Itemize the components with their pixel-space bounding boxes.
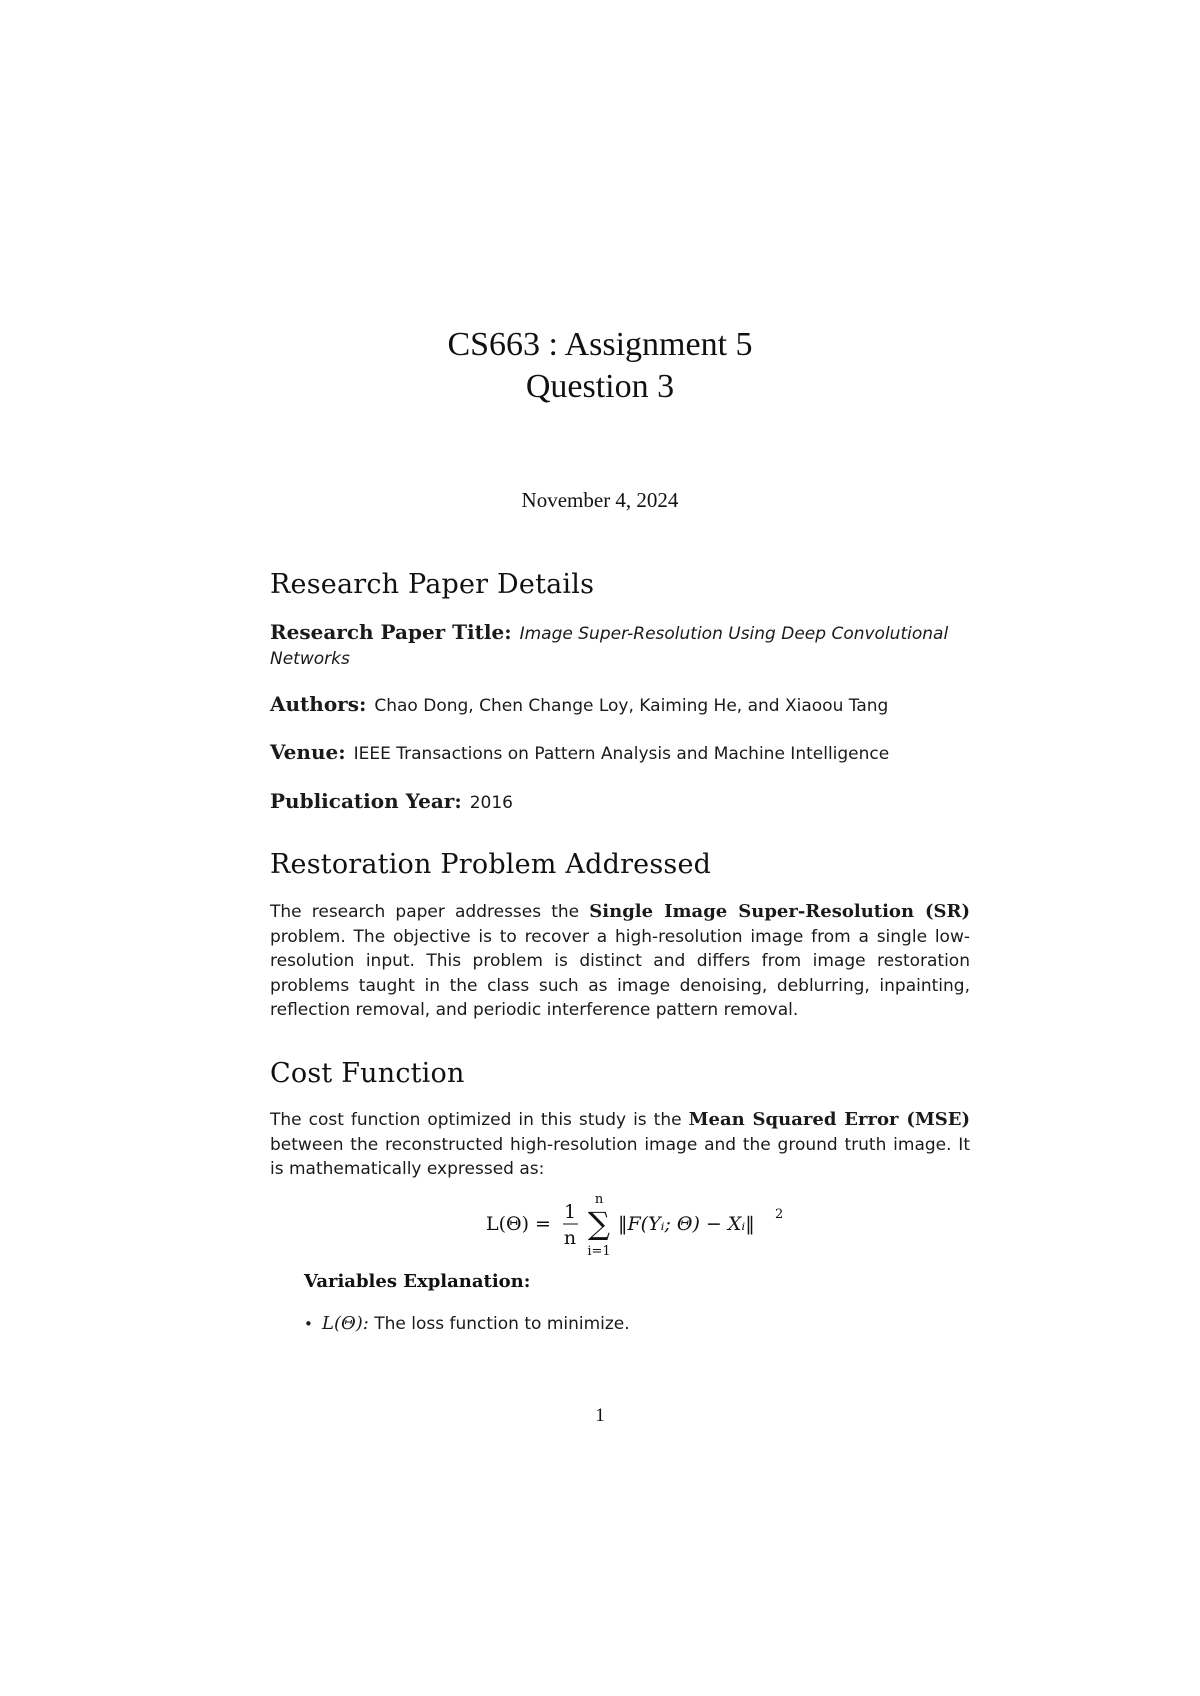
equation-sum-upper-limit: n	[594, 1192, 604, 1207]
cost-function-paragraph	[270, 1108, 970, 1182]
publication-year-value: 2016	[469, 793, 513, 813]
restoration-problem-text-start: The research paper addresses the	[270, 902, 580, 922]
section-heading-research-details: Research Paper Details	[270, 569, 595, 600]
document-subtitle: Question 3	[525, 368, 675, 405]
restoration-problem-paragraph	[270, 900, 970, 1023]
list-item	[304, 1312, 964, 1336]
variables-explanation-heading: Variables Explanation:	[304, 1271, 531, 1292]
document-title: CS663 : Assignment 5	[447, 326, 753, 363]
authors-value: Chao Dong, Chen Change Loy, Kaiming He, and Xiaoou Tang	[374, 696, 889, 716]
research-paper-title-label: Research Paper Title:	[270, 620, 512, 644]
page-number: 1	[595, 1405, 605, 1426]
venue-value: IEEE Transactions on Pattern Analysis and Machine Intelligence	[353, 744, 890, 764]
mse-equation	[486, 1189, 826, 1259]
cost-function-text-start: The cost function optimized in this study is the	[270, 1110, 682, 1130]
bullet-icon: •	[304, 1315, 313, 1333]
authors-label: Authors:	[270, 692, 367, 716]
variable-symbol: L(Θ):	[322, 1313, 369, 1334]
variable-description: The loss function to minimize.	[374, 1314, 630, 1334]
document-date: November 4, 2024	[521, 488, 679, 512]
research-paper-title-value: Image Super-Resolution Using Deep Convolutional Networks	[270, 624, 949, 669]
equation-exponent: 2	[775, 1207, 784, 1222]
publication-year-field	[270, 789, 970, 815]
equation-fraction-numerator: 1	[563, 1201, 577, 1223]
section-heading-restoration-problem: Restoration Problem Addressed	[270, 849, 712, 880]
publication-year-label: Publication Year:	[270, 789, 462, 813]
variables-list	[304, 1312, 964, 1336]
equation-fraction-denominator: n	[563, 1227, 577, 1249]
restoration-problem-text-end: problem. The objective is to recover a high-resolution image from a single low-resolution input. This problem is distinct and differs from image restoration problems taught in the class such as image denoising, deblurring, inpainting, reflection removal, and periodic interference pattern removal.	[270, 926, 970, 1020]
venue-label: Venue:	[270, 740, 346, 764]
equation-summation-symbol: ∑	[587, 1206, 611, 1242]
restoration-problem-highlight: Single Image Super-Resolution (SR)	[589, 901, 971, 922]
equation-sum-lower-limit: i=1	[587, 1244, 611, 1259]
research-paper-title-field	[270, 620, 970, 672]
cost-function-text-end: between the reconstructed high-resolution image and the ground truth image. It is mathematically expressed as:	[270, 1134, 970, 1179]
section-heading-cost-function: Cost Function	[270, 1058, 465, 1089]
cost-function-highlight: Mean Squared Error (MSE)	[688, 1109, 970, 1130]
venue-field	[270, 740, 970, 766]
equation-lhs: L(Θ) =	[486, 1213, 551, 1235]
equation-body: ‖F(Yᵢ; Θ) − Xᵢ‖	[618, 1213, 755, 1235]
authors-field	[270, 692, 970, 718]
